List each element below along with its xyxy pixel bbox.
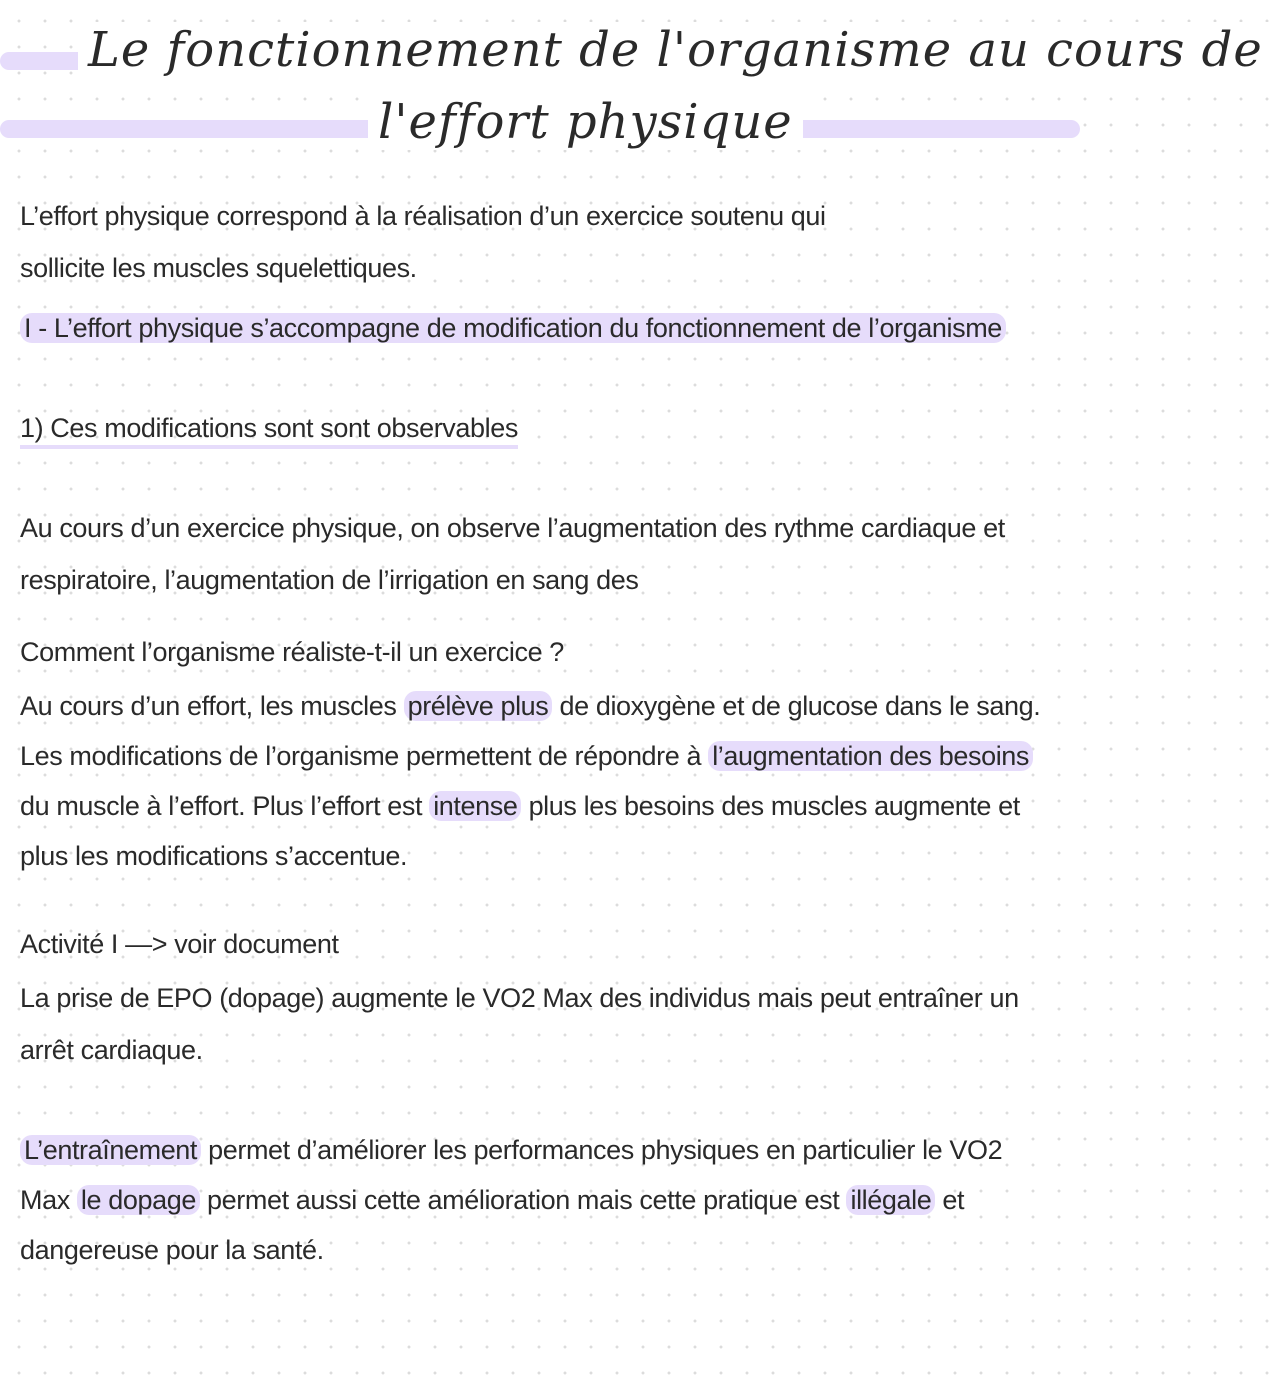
highlight-preleve-plus: prélève plus	[404, 691, 553, 721]
activity-line-1: La prise de EPO (dopage) augmente le VO2 Max des individus mais peut entraîner un	[20, 983, 1019, 1013]
explanation-line-2	[20, 730, 1060, 782]
text-fragment: Au cours d’un effort, les muscles	[20, 691, 404, 721]
text-fragment: de dioxygène et de glucose dans le sang.	[552, 691, 1041, 721]
highlight-le-dopage: le dopage	[77, 1185, 200, 1215]
question-line: Comment l’organisme réaliste-t-il un exercice ?	[20, 637, 564, 667]
highlight-illegale: illégale	[846, 1185, 935, 1215]
section-heading-text: I - L’effort physique s’accompagne de modification du fonctionnement de l’organisme	[20, 313, 1006, 343]
activity-label: Activité I —> voir document	[20, 929, 339, 959]
subheading	[20, 402, 1060, 454]
highlight-entrainement: L’entraînement	[20, 1135, 201, 1165]
text-fragment: et	[935, 1185, 965, 1215]
activity-line-2: arrêt cardiaque.	[20, 1035, 203, 1065]
subheading-text: 1) Ces modifications sont sont observables	[20, 413, 518, 449]
training-line-3: dangereuse pour la santé.	[20, 1235, 324, 1265]
section-heading	[20, 302, 1060, 354]
explanation-line-4: plus les modifications s’accentue.	[20, 841, 408, 871]
text-fragment: permet d’améliorer les performances physiques en particulier le VO2	[201, 1135, 1003, 1165]
highlight-augmentation-besoins: l’augmentation des besoins	[708, 741, 1033, 771]
training-line-1	[20, 1124, 1060, 1176]
text-fragment: du muscle à l’effort. Plus l’effort est	[20, 791, 430, 821]
page-title-line-1: Le fonctionnement de l'organisme au cours de	[78, 22, 1273, 78]
text-fragment: Max	[20, 1185, 77, 1215]
text-fragment: Les modifications de l’organisme permettent de répondre à	[20, 741, 709, 771]
highlight-intense: intense	[429, 791, 521, 821]
text-fragment: permet aussi cette amélioration mais cette pratique est	[199, 1185, 847, 1215]
observation-line-2: respiratoire, l’augmentation de l’irrigation en sang des	[20, 565, 639, 595]
explanation-line-1	[20, 680, 1060, 732]
explanation-line-3	[20, 780, 1060, 832]
intro-line-2: sollicite les muscles squelettiques.	[20, 253, 417, 283]
intro-line-1: L’effort physique correspond à la réalisation d’un exercice soutenu qui	[20, 201, 826, 231]
observation-line-1: Au cours d’un exercice physique, on observe l’augmentation des rythme cardiaque et	[20, 513, 1005, 543]
text-fragment: plus les besoins des muscles augmente et	[521, 791, 1020, 821]
training-line-2	[20, 1174, 1060, 1226]
page-title-line-2: l'effort physique	[368, 94, 803, 150]
